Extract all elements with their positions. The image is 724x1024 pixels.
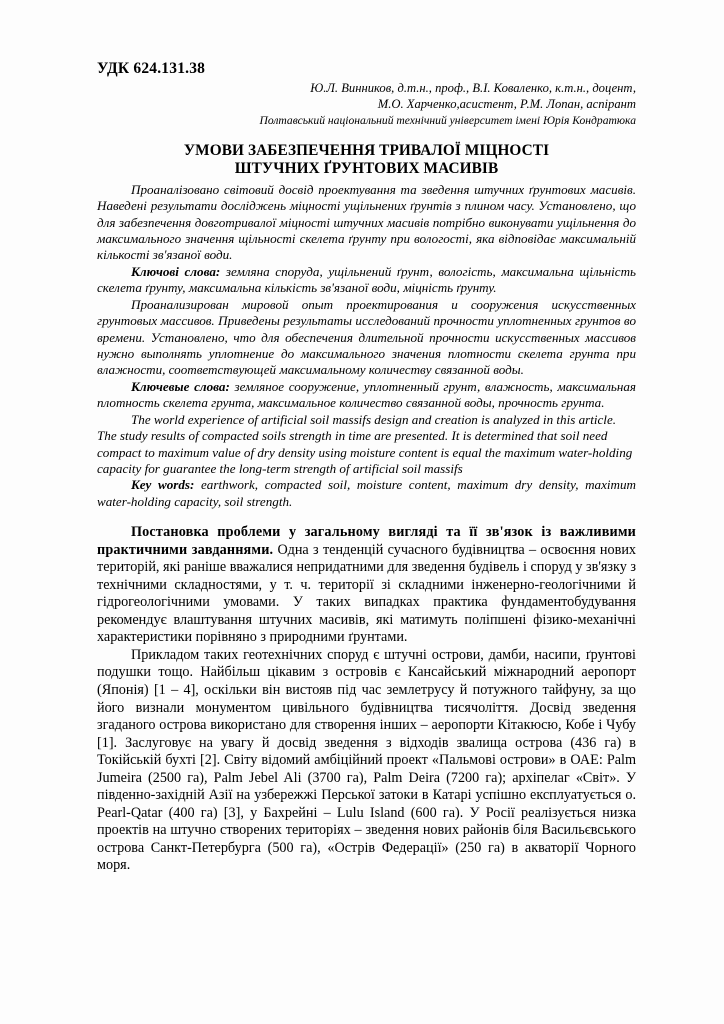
section-spacer xyxy=(97,510,636,513)
author-line-2: М.О. Харченко,асистент, Р.М. Лопан, аспірант xyxy=(377,97,636,112)
keywords-uk-label: Ключові слова: xyxy=(131,263,221,279)
affiliation: Полтавський національний технічний університет імені Юрія Кондратюка xyxy=(259,114,636,128)
keywords-ru xyxy=(97,379,636,412)
problem-statement-heading: Постановка проблеми у загальному вигляді та її зв'язок із важливими практичними завданнями. xyxy=(97,524,636,558)
keywords-en-list: earthwork, compacted soil, moisture content, maximum dry density, maximum water-holding capacity, soil strength. xyxy=(97,477,636,509)
keywords-ru-list: земляное сооружение, уплотненный грунт, влажность, максимальная плотность скелета грунта, максимальное количество связанной воды, прочность грунта. xyxy=(97,378,636,411)
abstract-en: The world experience of artificial soil massifs design and creation is analyzed in this article. The study results of compacted soils strength in time are presented. It is determined that soil need compact to maximum value of dry density using moisture content is equal the maximum water-holding capacity for guarantee the long-term strength of artificial soil massifs xyxy=(97,411,633,476)
body-paragraph-2: Прикладом таких геотехнічних споруд є штучні острови, дамби, насипи, ґрунтові подушки тощо. Найбільш цікавим з островів є Кансайський міжнародний аеропорт (Японія) [1 – 4], оскільки він вистояв під час землетрусу й потужного тайфуну, за що його визнали монументом цивільного будівництва тисячоліття. Досвід зведення згаданого острова використано для створення інших – аеропорти Кітакюсю, Кобе і Чубу [1]. Заслуговує на увагу й досвід зведення з відходів звалища острова (436 га) в Токійській бухті [2]. Світу відомий амбіційний проект «Пальмові острови» в ОАЕ: Palm Jumeira (2500 га), Palm Jebel Ali (3700 га), Palm Deira (7200 га); архіпелаг «Світ». У південно-західній Азії на узбережжі Перської затоки в Катарі успішно експлуатується о. Pearl-Qatar (400 га) [3], у Бахрейні – Lulu Island (600 га). У Росії реалізується низка проектів на штучно створених територіях – зведення нових районів біля Васильєвського острова Санкт-Петербурга (500 га), «Острів Федерації» (250 га) в акваторії Чорного моря. xyxy=(97,646,636,874)
keywords-en xyxy=(97,477,636,510)
body-paragraph-1 xyxy=(97,524,636,647)
abstract-uk: Проаналізовано світовий досвід проектування та зведення штучних ґрунтових масивів. Наведені результати досліджень міцності ущільнених ґрунтів з плином часу. Установлено, що для забезпечення довготривалої міцності штучних масивів потрібно виконувати ущільнення до максимального значення щільності скелета ґрунту при вологості, яка відповідає максимальній кількості зв'язаної води. xyxy=(97,181,636,263)
author-line-1: Ю.Л. Винников, д.т.н., проф., В.І. Коваленко, к.т.н., доцент, xyxy=(310,81,636,95)
keywords-en-label: Key words: xyxy=(131,477,195,493)
keywords-uk-list: земляна споруда, ущільнений ґрунт, вологість, максимальна щільність скелета ґрунту, максимальна кількість зв'язаної води, міцність ґрунту. xyxy=(97,263,636,296)
title-line-2: ШТУЧНИХ ҐРУНТОВИХ МАСИВІВ xyxy=(234,160,499,178)
body-paragraph-1-text: Одна з тенденцій сучасного будівництва – освоєння нових територій, які раніше вважалися непридатними для зведення будівель і споруд у зв'язку з технічними складностями, у т. ч. території зі складними інженерно-геологічними й гідрогеологічними умовами. У таких випадках практика фундаментобудування рекомендує влаштування штучних масивів, які матимуть поліпшені фізико-механічні характеристики порівняно з природними ґрунтами. xyxy=(97,541,637,646)
udk-code: УДК 624.131.38 xyxy=(97,60,206,77)
abstract-ru: Проанализирован мировой опыт проектирования и сооружения искусственных грунтовых массивов. Приведены результаты исследований прочности уплотненных грунтов во времени. Установлено, что для обеспечения длительной прочности искусственных массивов нужно выполнять уплотнение до максимального значения плотности скелета грунта при влажности, соответствующей максимальному количеству связанной воды. xyxy=(97,296,636,378)
page-title xyxy=(97,142,636,177)
keywords-ru-label: Ключевые слова: xyxy=(131,378,230,394)
author-list xyxy=(97,80,636,112)
title-line-1: УМОВИ ЗАБЕЗПЕЧЕННЯ ТРИВАЛОЇ МІЦНОСТІ xyxy=(183,142,550,160)
keywords-uk xyxy=(97,264,636,297)
